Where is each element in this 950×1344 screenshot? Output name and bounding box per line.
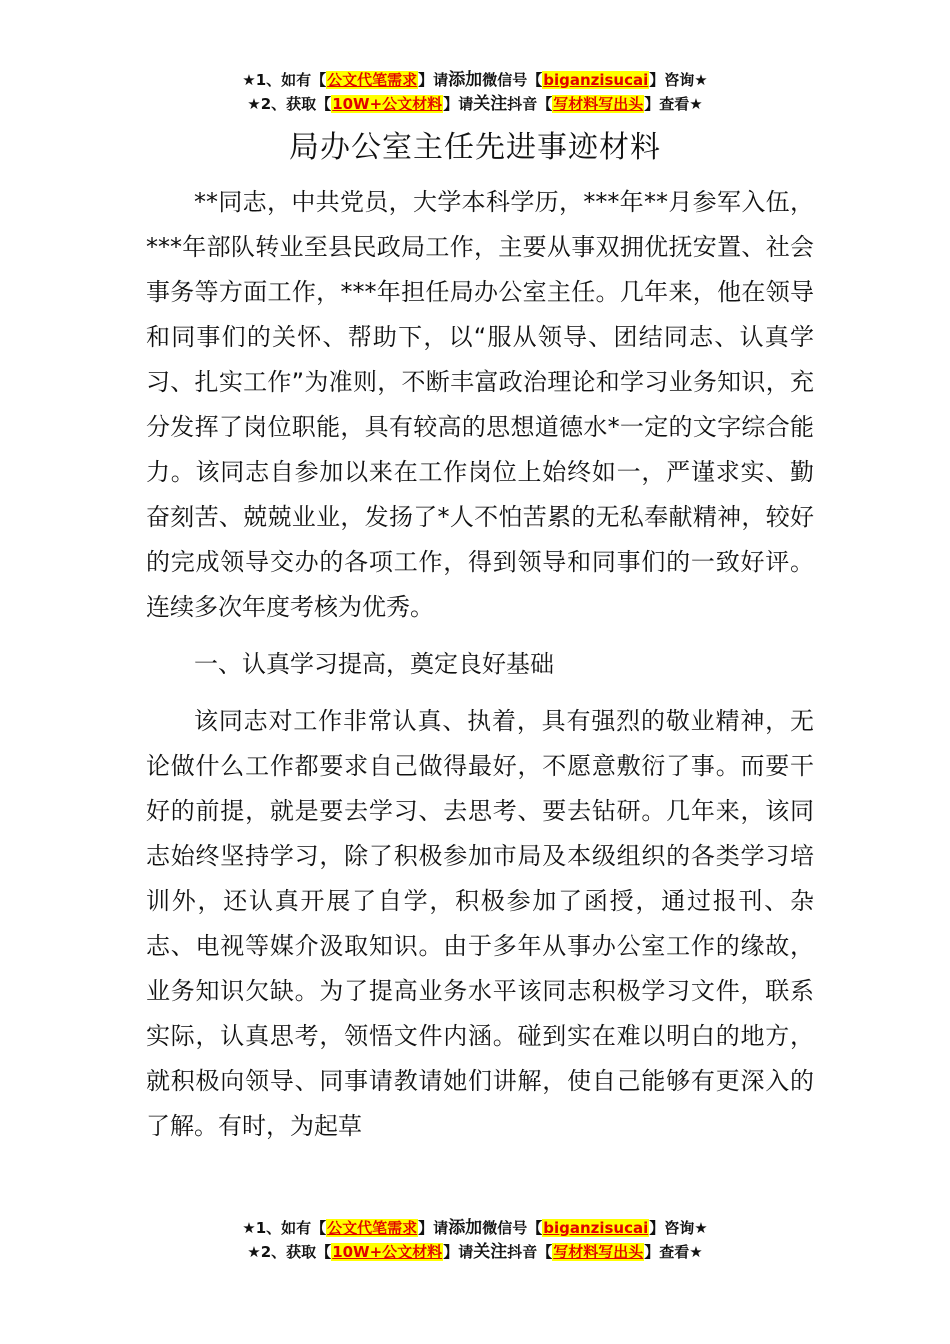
banner-highlight-service[interactable]: 公文代笔需求	[327, 1219, 418, 1237]
paragraph-study: 该同志对工作非常认真、执着，具有强烈的敬业精神，无论做什么工作都要求自己做得最好，不愿意敷衍了事。而要干好的前提，就是要去学习、去思考、要去钻研。几年来，该同志始终坚持学习，除了积极参加市局及本级组织的各类学习培训外，还认真开展了自学，积极参加了函授，通过报刊、杂志、电视等媒介汲取知识。由于多年从事办公室工作的缘故，业务知识欠缺。为了提高业务水平该同志积极学习文件，联系实际，认真思考，领悟文件内涵。碰到实在难以明白的地方，就积极向领导、同事请教请她们讲解，使自己能够有更深入的了解。有时，为起草	[146, 707, 814, 1140]
banner-text: 微信号【	[482, 71, 543, 89]
banner-emphasis: 添加	[448, 70, 483, 90]
banner-highlight-douyin[interactable]: 写材料写出头	[553, 1243, 644, 1261]
banner-text: ★1、如有【	[242, 1219, 327, 1237]
document-title: 局办公室主任先进事迹材料	[289, 130, 661, 165]
banner-text: ★1、如有【	[242, 71, 327, 89]
section-heading: 一、认真学习提高，奠定良好基础	[194, 650, 554, 678]
banner-text: 】查看★	[644, 1243, 703, 1261]
header-banner	[0, 68, 950, 116]
paragraph-intro: **同志，中共党员，大学本科学历，***年**月参军入伍，***年部队转业至县民政局工作，主要从事双拥优抚安置、社会事务等方面工作，***年担任局办公室主任。几年来，他在领导和同事们的关怀、帮助下，以“服从领导、团结同志、认真学习、扎实工作”为准则，不断丰富政治理论和学习业务知识，充分发挥了岗位职能，具有较高的思想道德水*一定的文字综合能力。该同志自参加以来在工作岗位上始终如一，严谨求实、勤奋刻苦、兢兢业业，发扬了*人不怕苦累的无私奉献精神，较好的完成领导交办的各项工作，得到领导和同事们的一致好评。连续多次年度考核为优秀。	[146, 188, 814, 621]
banner-text: 】请	[443, 1243, 474, 1261]
banner-highlight-wechat[interactable]: biganzisucai	[543, 1219, 649, 1237]
banner-text: 】咨询★	[649, 71, 708, 89]
banner-line-1	[0, 68, 950, 92]
banner-text: 】请	[418, 1219, 449, 1237]
banner-line-1	[0, 1216, 950, 1240]
banner-highlight-service[interactable]: 公文代笔需求	[327, 71, 418, 89]
banner-text: 】请	[443, 95, 474, 113]
banner-line-2	[0, 1240, 950, 1264]
banner-text: 】咨询★	[649, 1219, 708, 1237]
footer-banner	[0, 1216, 950, 1264]
banner-line-2	[0, 92, 950, 116]
banner-highlight-douyin[interactable]: 写材料写出头	[553, 95, 644, 113]
banner-emphasis: 添加	[448, 1218, 483, 1238]
document-body	[146, 180, 814, 1149]
banner-text: 抖音【	[507, 1243, 553, 1261]
banner-highlight-wechat[interactable]: biganzisucai	[543, 71, 649, 89]
banner-emphasis: 关注	[473, 94, 508, 114]
banner-highlight-materials[interactable]: 10W+公文材料	[332, 1243, 443, 1261]
banner-text: 】查看★	[644, 95, 703, 113]
banner-text: 抖音【	[507, 95, 553, 113]
banner-emphasis: 关注	[473, 1242, 508, 1262]
banner-text: ★2、获取【	[247, 95, 332, 113]
banner-text: 微信号【	[482, 1219, 543, 1237]
banner-text: ★2、获取【	[247, 1243, 332, 1261]
banner-highlight-materials[interactable]: 10W+公文材料	[332, 95, 443, 113]
banner-text: 】请	[418, 71, 449, 89]
